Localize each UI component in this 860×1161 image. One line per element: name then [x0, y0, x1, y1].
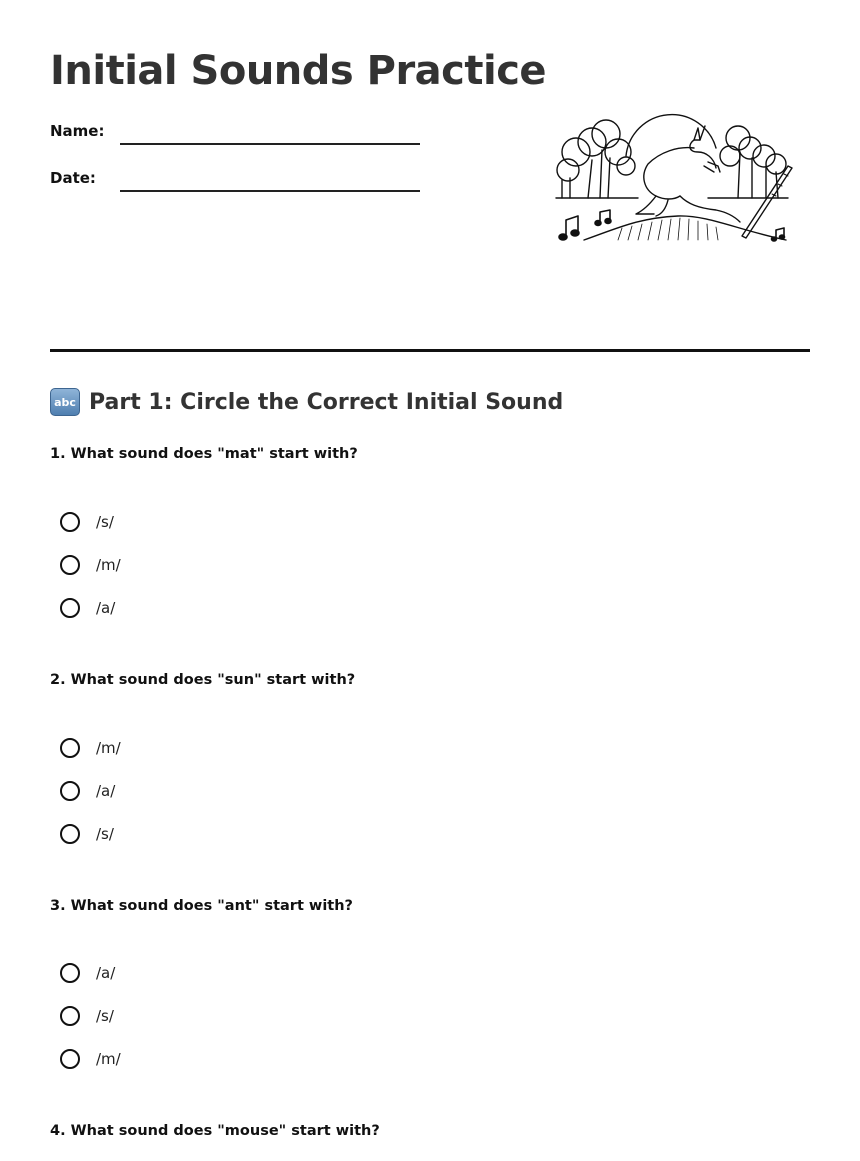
option-2[interactable] — [60, 552, 121, 578]
option-1[interactable] — [60, 960, 115, 986]
radio-circle[interactable] — [60, 598, 80, 618]
option-1[interactable] — [60, 735, 121, 761]
radio-circle[interactable] — [60, 555, 80, 575]
radio-circle[interactable] — [60, 1006, 80, 1026]
radio-circle[interactable] — [60, 824, 80, 844]
name-line[interactable] — [120, 143, 420, 145]
kangaroo-illustration — [548, 100, 796, 252]
option-label: /m/ — [96, 739, 121, 757]
section-heading-text: Part 1: Circle the Correct Initial Sound — [89, 389, 564, 415]
date-line[interactable] — [120, 190, 420, 192]
option-2[interactable] — [60, 1003, 114, 1029]
option-label: /m/ — [96, 1050, 121, 1068]
page-title: Initial Sounds Practice — [50, 48, 547, 94]
name-field-row — [50, 122, 430, 152]
option-label: /a/ — [96, 599, 116, 617]
question-2 — [50, 672, 810, 852]
option-label: /a/ — [96, 964, 116, 982]
tree-icon — [557, 120, 635, 198]
radio-circle[interactable] — [60, 781, 80, 801]
section-divider — [50, 349, 810, 352]
question-text: 4. What sound does "mouse" start with? — [50, 1123, 380, 1139]
option-label: /s/ — [96, 1007, 114, 1025]
date-field-row — [50, 169, 430, 199]
option-2[interactable] — [60, 778, 115, 804]
question-1 — [50, 446, 810, 626]
question-3 — [50, 898, 810, 1078]
question-text: 2. What sound does "sun" start with? — [50, 672, 356, 688]
option-3[interactable] — [60, 821, 114, 847]
abc-icon: abc — [50, 388, 80, 416]
option-label: /a/ — [96, 782, 116, 800]
radio-circle[interactable] — [60, 963, 80, 983]
question-text: 3. What sound does "ant" start with? — [50, 898, 353, 914]
section-heading — [50, 388, 563, 416]
option-label: /s/ — [96, 825, 114, 843]
date-label: Date: — [50, 169, 96, 187]
tree-icon — [720, 126, 786, 198]
radio-circle[interactable] — [60, 738, 80, 758]
option-3[interactable] — [60, 595, 115, 621]
option-3[interactable] — [60, 1046, 121, 1072]
name-label: Name: — [50, 122, 105, 140]
didgeridoo-icon — [742, 166, 792, 238]
option-label: /s/ — [96, 513, 114, 531]
option-1[interactable] — [60, 509, 114, 535]
question-text: 1. What sound does "mat" start with? — [50, 446, 358, 462]
option-label: /m/ — [96, 556, 121, 574]
radio-circle[interactable] — [60, 512, 80, 532]
question-4 — [50, 1123, 810, 1153]
radio-circle[interactable] — [60, 1049, 80, 1069]
